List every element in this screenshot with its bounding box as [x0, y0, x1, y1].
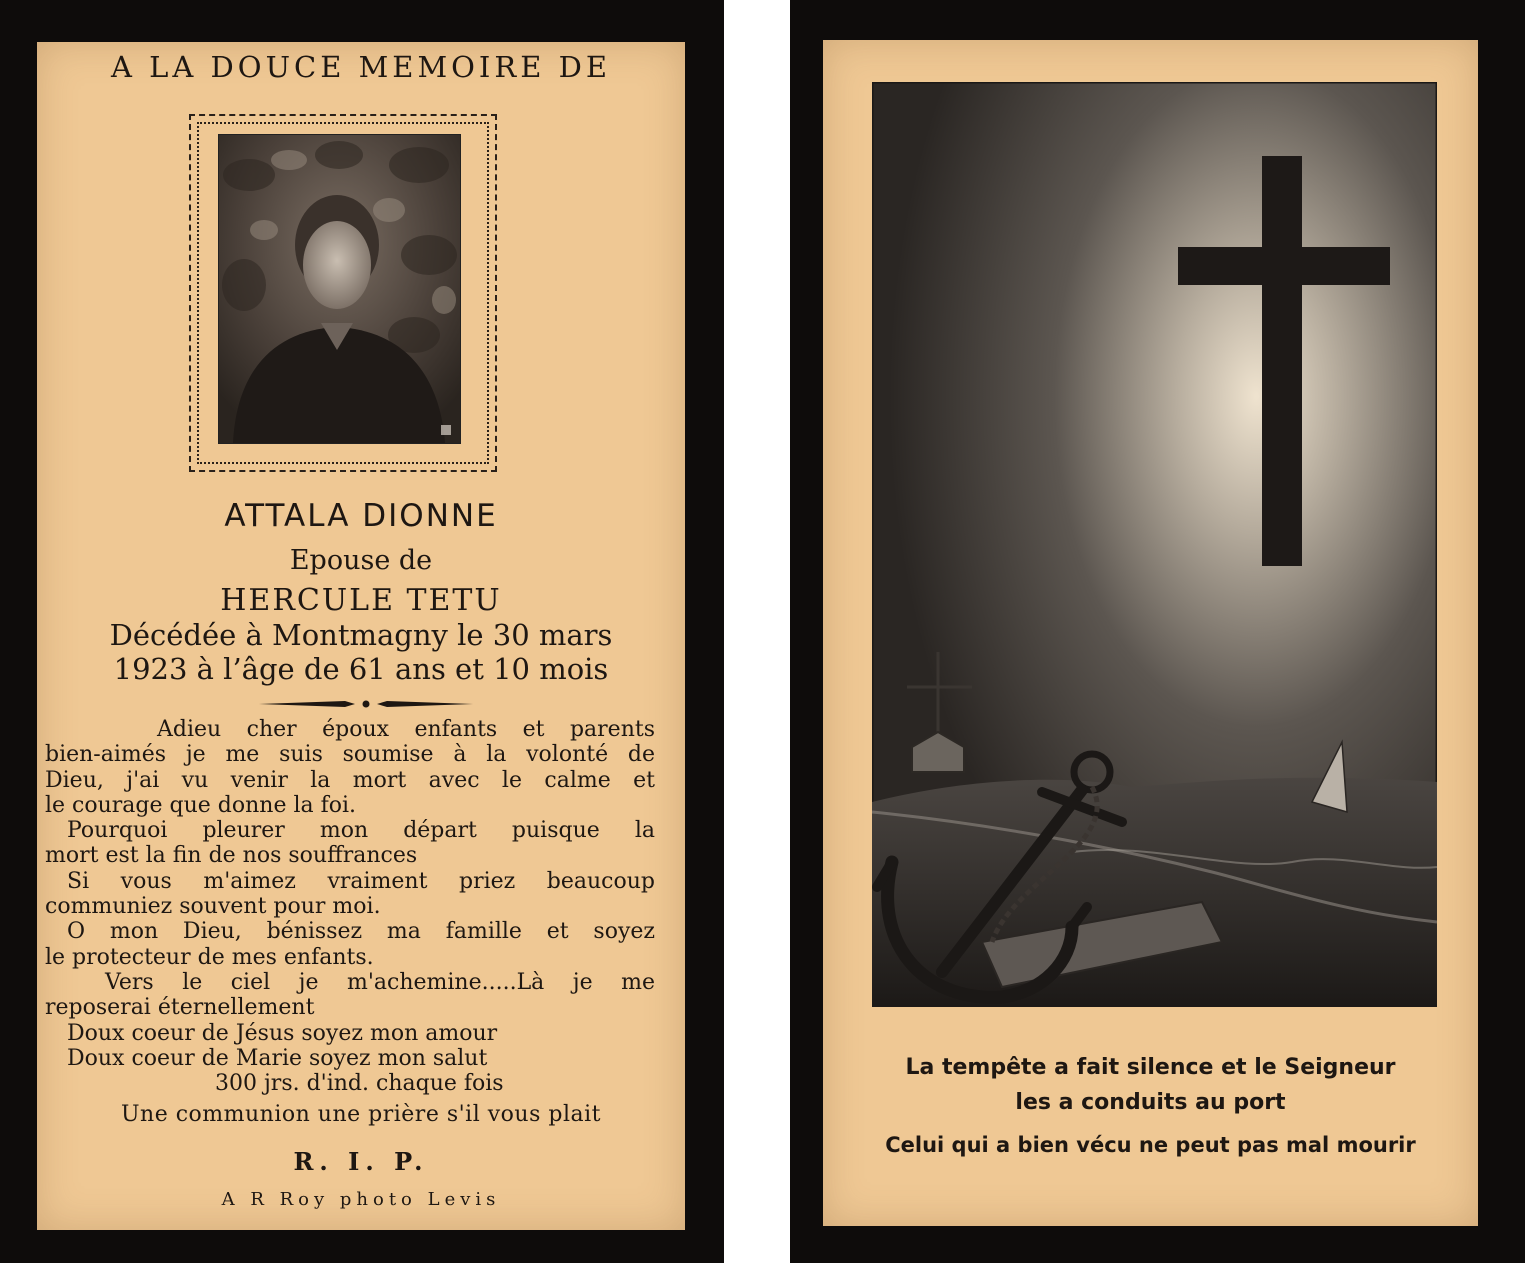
poem-line: Adieu cher époux enfants et parents	[157, 717, 655, 742]
caption-line-1: La tempête a fait silence et le Seigneur	[905, 1055, 1396, 1080]
poem-line: communiez souvent pour moi.	[45, 894, 381, 920]
poem-line: Doux coeur de Jésus soyez mon amour	[67, 1020, 498, 1046]
death-info-line-1: Décédée à Montmagny le 30 mars	[109, 618, 613, 652]
ornament-divider-icon	[259, 697, 473, 711]
husband-name: HERCULE TETU	[220, 583, 502, 618]
poem-line: Dieu, j'ai vu venir la mort avec le calme et	[45, 767, 655, 793]
dedication-header: A LA DOUCE MEMOIRE DE	[110, 50, 612, 84]
epouse-label: Epouse de	[289, 545, 433, 576]
poem-line: Vers le ciel je m'achemine.....Là je me	[105, 969, 655, 995]
prayer-request: Une communion une prière s'il vous plait	[121, 1102, 601, 1127]
memorial-card-back	[823, 40, 1478, 1226]
poem-line: mort est la fin de nos souffrances	[45, 843, 418, 869]
death-info-line-2: 1923 à l’âge de 61 ans et 10 mois	[113, 652, 609, 686]
deceased-name: ATTALA DIONNE	[224, 498, 498, 534]
poem-line: le courage que donne la foi.	[45, 792, 357, 818]
poem-line: O mon Dieu, bénissez ma famille et soyez	[67, 919, 655, 945]
poem-line: bien-aimés je me suis soumise à la volonté de	[45, 742, 655, 768]
caption-line-2: les a conduits au port	[1015, 1090, 1286, 1115]
memorial-card-front	[37, 42, 685, 1230]
cross-anchor-engraving	[872, 82, 1437, 1007]
farewell-poem	[45, 717, 655, 1096]
rip-text: R. I. P.	[293, 1147, 429, 1176]
photographer-credit: A R Roy photo Levis	[221, 1189, 501, 1210]
portrait-photo	[218, 134, 461, 444]
poem-line: Si vous m'aimez vraiment priez beaucoup	[67, 868, 655, 894]
poem-line: le protecteur de mes enfants.	[45, 944, 374, 970]
poem-line: Pourquoi pleurer mon départ puisque la	[67, 818, 655, 844]
caption-line-3: Celui qui a bien vécu ne peut pas mal mourir	[885, 1133, 1416, 1157]
poem-line: Doux coeur de Marie soyez mon salut	[67, 1045, 488, 1071]
poem-line: reposerai éternellement	[45, 995, 315, 1021]
poem-line: 300 jrs. d'ind. chaque fois	[215, 1071, 504, 1097]
